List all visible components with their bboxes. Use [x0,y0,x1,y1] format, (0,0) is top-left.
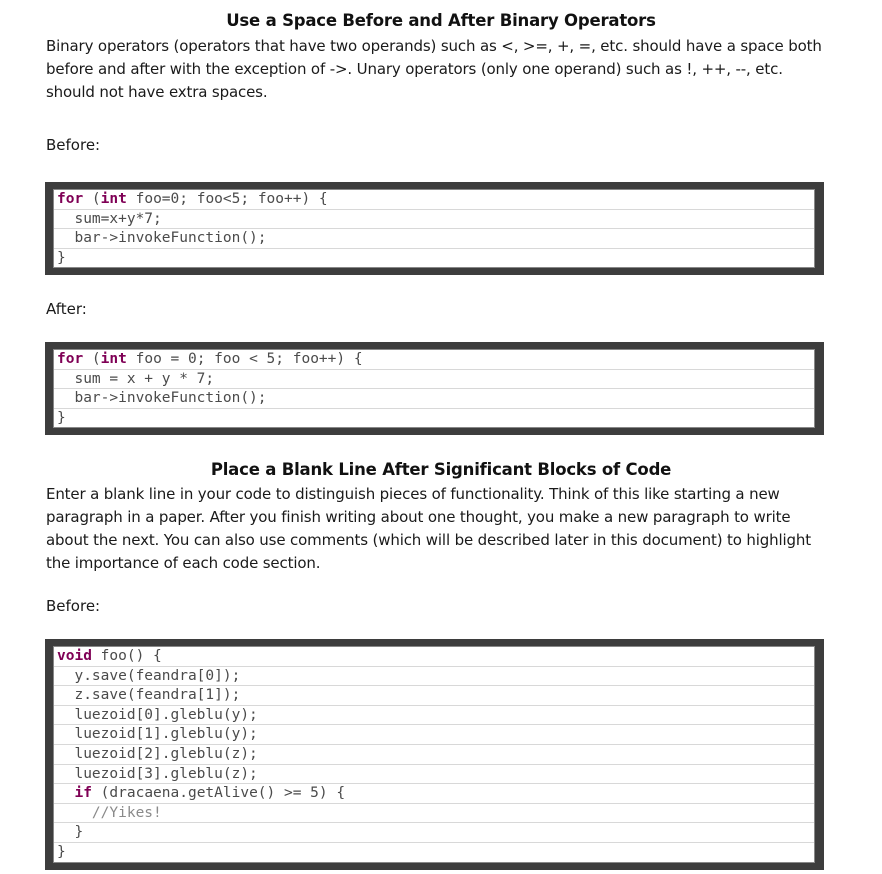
code-text: foo() { [91,648,162,664]
before-label-2: Before: [46,597,101,615]
code-comment: //Yikes! [57,804,162,821]
code-line [54,843,814,862]
code-text: } [57,249,66,266]
code-line [54,823,814,843]
code-line [54,647,814,667]
binary-operators-paragraph: Binary operators (operators that have two operands) such as <, >=, +, =, etc. should have a space both before and after with the exception of ->. Unary operators (only one operand) such as !, ++, --, etc. should not have extra spaces. [46,37,822,101]
before-label-1: Before: [46,136,101,154]
code-keyword: for [57,351,84,367]
section-heading-blank-line: Place a Blank Line After Significant Blocks of Code [210,460,672,479]
after-label: After: [46,300,87,318]
code-text: } [57,824,84,841]
code-text: z.save(feandra[1]); [57,687,241,704]
code-block-before-operators [45,182,824,275]
code-line [54,765,814,785]
code-keyword: void [57,648,92,664]
code-block-blank-line-before [45,639,824,870]
blank-line-paragraph: Enter a blank line in your code to distinguish pieces of functionality. Think of this like starting a new paragraph in a paper. After you finish writing about one thought, you make a new paragraph to write about the next. You can also use comments (which will be described later in this document) to highlight the importance of each code section. [46,485,811,572]
code-line [54,350,814,370]
code-text: } [57,409,66,426]
section-heading-binary-operators: Use a Space Before and After Binary Operators [226,11,656,30]
code-line [54,745,814,765]
code-text: bar->invokeFunction(); [57,390,267,407]
code-text: luezoid[0].gleblu(y); [57,706,258,723]
code-text: y.save(feandra[0]); [57,667,241,684]
code-line [54,706,814,726]
code-line [54,686,814,706]
code-text: sum = x + y * 7; [57,370,215,387]
code-text: luezoid[3].gleblu(z); [57,765,258,782]
code-text [57,785,74,801]
code-line [54,409,814,428]
code-line [54,210,814,230]
code-line [54,249,814,268]
code-text: } [57,843,66,860]
code-line [54,229,814,249]
code-line [54,370,814,390]
code-line [54,784,814,804]
code-keyword: if [74,785,92,802]
code-listing [53,646,815,863]
code-line [54,667,814,687]
code-text: foo=0; foo<5; foo++) { [126,191,328,207]
code-line [54,389,814,409]
code-text: luezoid[2].gleblu(z); [57,745,258,762]
code-block-after-operators [45,342,824,435]
code-text: (dracaena.getAlive() >= 5) { [91,785,346,802]
code-line [54,804,814,824]
code-keyword: int [100,191,127,207]
code-text: ( [83,351,101,367]
code-text: ( [83,191,101,207]
code-keyword: for [57,191,84,207]
code-listing [53,189,815,268]
code-text: luezoid[1].gleblu(y); [57,726,258,743]
code-line [54,725,814,745]
code-listing [53,349,815,428]
code-keyword: int [100,351,127,367]
code-text: sum=x+y*7; [57,210,162,227]
code-line [54,190,814,210]
code-text: foo = 0; foo < 5; foo++) { [126,351,363,367]
code-text: bar->invokeFunction(); [57,230,267,247]
